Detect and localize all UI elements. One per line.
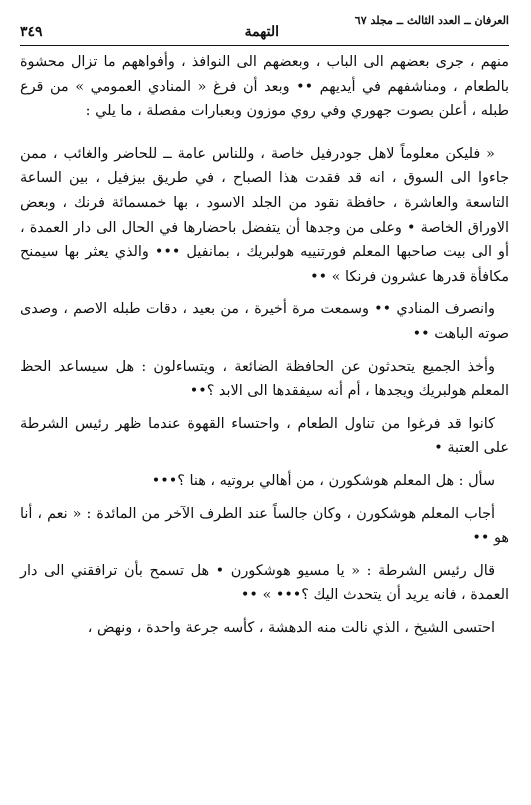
paragraph: وأخذ الجميع يتحدثون عن الحافظة الضائعة ، ويتساءلون : هل سيساعد الحظ المعلم هولبريك ويجدها ، أم أنه سيفقدها الى الابد ؟•• — [20, 358, 509, 400]
paragraph: احتسى الشيخ ، الذي نالت منه الدهشة ، كأسه جرعة واحدة ، ونهض ، — [87, 619, 495, 636]
header-rule — [20, 45, 509, 46]
paragraph: أجاب المعلم هوشكورن ، وكان جالساً عند الطرف الآخر من المائدة : « نعم ، أنا هو •• — [20, 505, 509, 547]
paragraph: كانوا قد فرغوا من تناول الطعام ، واحتساء القهوة عندما ظهر رئيس الشرطة على العتبة • — [20, 415, 509, 457]
article-title-header: التهمة — [244, 24, 279, 40]
paragraph: وانصرف المنادي •• وسمعت مرة أخيرة ، من بعيد ، دقات طبله الاصم ، وصدى صوته الباهت •• — [20, 301, 509, 342]
journal-issue-header: العرفان ــ العدد الثالث ــ مجلد ٦٧ — [354, 14, 509, 27]
page-number: ٣٤٩ — [20, 24, 43, 40]
paragraph: قال رئيس الشرطة : « يا مسيو هوشكورن • هل تسمح بأن ترافقني الى دار العمدة ، فانه يريد أن يتحدث اليك ؟••• » •• — [20, 562, 509, 604]
paragraph: سأل : هل المعلم هوشكورن ، من أهالي بروتيه ، هنا ؟••• — [151, 472, 495, 489]
article-body — [20, 50, 509, 640]
running-header — [20, 10, 509, 40]
paragraph: منهم ، جرى بعضهم الى الباب ، وبعضهم الى النوافذ ، وأفواههم ما تزال محشوة بالطعام ، ومناشفهم في أيديهم •• وبعد أن فرغ « المنادي العمومي » من قرع طبله ، أعلن بصوت جهوري وفي روي موزون وبعبارات مفصلة ، ما يلي : — [20, 54, 509, 120]
paragraph: « فليكن معلوماً لاهل جودرفيل خاصة ، وللناس عامة ــ للحاضر والغائب ، ممن جاءوا الى السوق ، انه قد فقدت هذا الصباح ، في طريق بيزفيل ، بين الساعة التاسعة والعاشرة ، حافظة نقود من الجلد الاسود ، بها خمسمائة فرنك ، وبعض الاوراق الخاصة • وعلى من وجدها أن يتفضل باحضارها في الحال الى دار العمدة ، أو الى بيت صاحبها المعلم فورتنييه هولبريك ، بمانفيل ••• والذي يعثر بها سيمنح مكافأة قدرها عشرون فرنكا » •• — [20, 145, 509, 285]
